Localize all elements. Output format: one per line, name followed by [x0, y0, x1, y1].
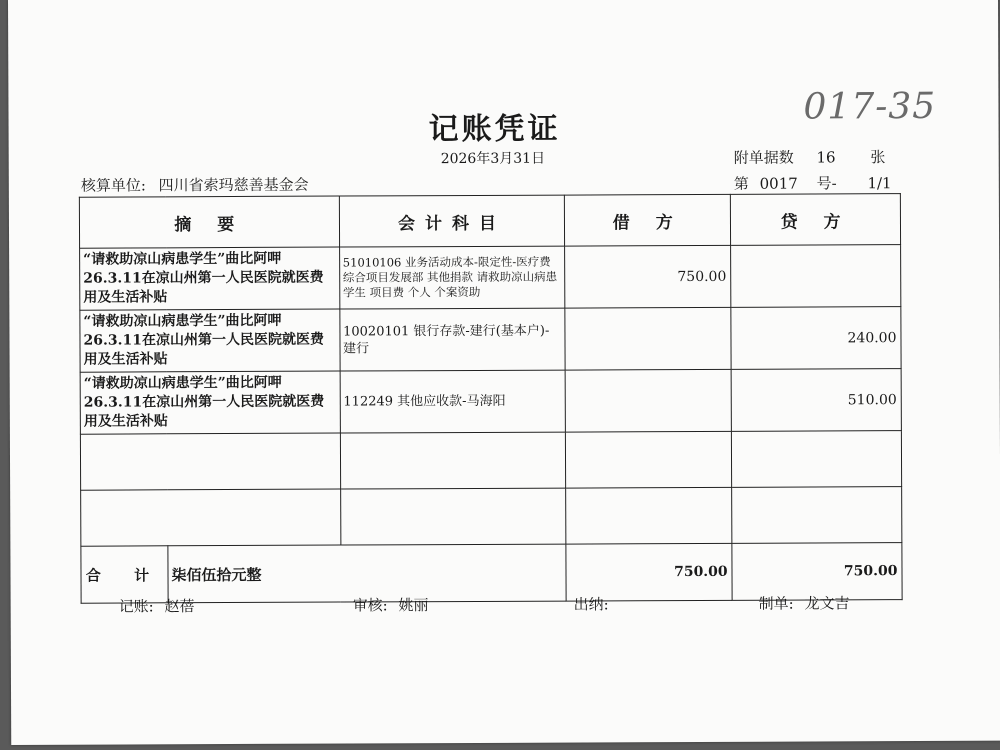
row-account: 10020101 银行存款-建行(基本户)-建行 — [339, 308, 565, 371]
preparer-field — [759, 592, 850, 613]
reviewer-label: 审核: — [352, 596, 388, 615]
row-credit — [731, 245, 901, 308]
row-credit: 510.00 — [731, 369, 901, 432]
row-debit — [565, 307, 731, 370]
row-account: 112249 其他应收款-马海阳 — [340, 370, 566, 433]
voucher-date: 2026年3月31日 — [440, 150, 546, 168]
empty-cell — [340, 488, 566, 545]
row-credit: 240.00 — [731, 307, 901, 370]
empty-cell — [566, 487, 732, 544]
voucher-table — [79, 193, 903, 604]
attachment-unit: 张 — [870, 148, 886, 167]
total-words: 柒佰伍拾元整 — [168, 544, 567, 603]
attachment-label: 附单据数 — [733, 148, 794, 167]
table-row — [80, 245, 901, 311]
voucher-prefix: 第 — [733, 174, 749, 193]
empty-row — [81, 487, 902, 547]
accounting-unit — [81, 174, 309, 196]
table-row — [80, 369, 901, 435]
handwritten-note: 017-35 — [803, 85, 937, 128]
row-summary: “请救助凉山病患学生”曲比阿呷26.3.11在凉山州第一人民医院就医费用及生活补贴 — [80, 247, 340, 310]
empty-cell — [732, 431, 902, 488]
preparer-label: 制单: — [758, 594, 794, 613]
voucher-title: 记账凭证 — [428, 111, 561, 148]
empty-cell — [340, 432, 566, 489]
reviewer-field — [353, 594, 429, 615]
empty-cell — [81, 489, 341, 546]
empty-cell — [566, 431, 732, 488]
cashier-label: 出纳: — [573, 595, 609, 614]
cashier-field — [574, 593, 615, 614]
row-debit: 750.00 — [565, 245, 731, 308]
header-credit: 贷 方 — [731, 194, 901, 246]
header-summary: 摘 要 — [79, 196, 339, 248]
total-credit: 750.00 — [732, 543, 902, 601]
table-row — [80, 307, 901, 373]
voucher-no: 0017 — [759, 174, 798, 193]
unit-label: 核算单位: — [80, 176, 146, 195]
bookkeeper-field — [119, 595, 195, 616]
attachment-count — [734, 146, 886, 168]
bookkeeper-name: 赵蓓 — [164, 597, 195, 616]
preparer-name: 龙文吉 — [804, 594, 850, 613]
voucher-sheet — [8, 0, 1000, 745]
unit-name: 四川省索玛慈善基金会 — [158, 175, 309, 195]
attachment-number: 16 — [816, 148, 836, 167]
total-label: 合 计 — [81, 546, 168, 603]
voucher-page: 1/1 — [867, 174, 892, 193]
row-debit — [565, 369, 731, 432]
reviewer-name: 姚丽 — [398, 596, 429, 615]
empty-cell — [80, 433, 340, 490]
bookkeeper-label: 记账: — [118, 597, 154, 616]
row-summary: “请救助凉山病患学生”曲比阿呷26.3.11在凉山州第一人民医院就医费用及生活补贴 — [80, 371, 340, 434]
empty-row — [80, 431, 901, 491]
voucher-number — [734, 172, 892, 194]
row-summary: “请救助凉山病患学生”曲比阿呷26.3.11在凉山州第一人民医院就医费用及生活补贴 — [80, 309, 340, 372]
header-debit: 借 方 — [565, 194, 731, 246]
total-debit: 750.00 — [566, 543, 732, 601]
row-account: 51010106 业务活动成本-限定性-医疗费 综合项目发展部 其他捐款 请救助凉山病患学生 项目费 个人 个案资助 — [339, 246, 565, 309]
header-account: 会计科目 — [339, 195, 565, 247]
voucher-suffix: 号- — [816, 174, 837, 193]
empty-cell — [732, 487, 902, 544]
